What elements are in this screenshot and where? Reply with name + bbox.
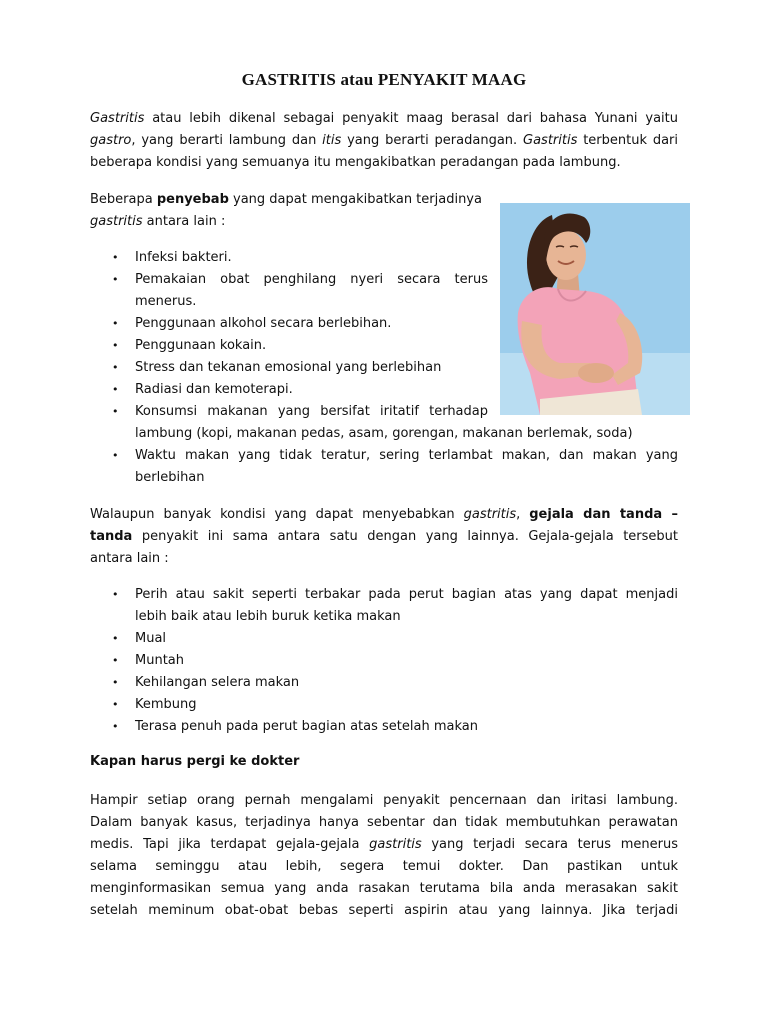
intro-text: atau lebih dikenal sebagai penyakit maag berasal dari bahasa Yunani yaitu [144, 111, 678, 126]
symptoms-list [90, 584, 678, 738]
doctor-text: yang terjadi secara terus menerus [421, 837, 678, 852]
title-rest: atau PENYAKIT MAAG [336, 70, 527, 89]
list-item-text: berlebihan [135, 470, 205, 485]
list-item [90, 445, 678, 489]
list-item [90, 650, 678, 672]
list-item [90, 716, 678, 738]
intro-text: , yang berarti lambung dan [131, 133, 323, 148]
intro-text: yang berarti peradangan. [341, 133, 523, 148]
list-item-text: • Penggunaan alkohol secara berlebihan. [135, 316, 392, 331]
symptoms-intro-text: Walaupun banyak kondisi yang dapat menyebabkan [90, 507, 464, 522]
symptoms-intro-line-2 [90, 526, 678, 548]
doctor-line: setelah meminum obat-obat bebas seperti aspirin atau yang lainnya. Jika terjadi [90, 903, 678, 918]
list-item-text: • Waktu makan yang tidak teratur, sering terlambat makan, dan makan yang [135, 448, 678, 463]
causes-intro-text: yang dapat mengakibatkan terjadinya [228, 192, 482, 207]
intro-line-1 [90, 108, 678, 130]
list-item [90, 694, 678, 716]
list-item-text: • Stress dan tekanan emosional yang berlebihan [135, 360, 442, 375]
list-item [90, 672, 678, 694]
list-item [90, 313, 488, 335]
term-gastritis: Gastritis [523, 133, 578, 148]
woman-stomach-pain-photo [500, 203, 690, 415]
list-item-text: • Radiasi dan kemoterapi. [135, 382, 293, 397]
term-itis: itis [322, 133, 342, 148]
causes-intro-line-2 [90, 211, 490, 233]
term-gastritis: gastritis [369, 837, 422, 852]
title-main: GASTRITIS [241, 70, 337, 89]
term-gastritis: Gastritis [90, 111, 145, 126]
doctor-paragraph [90, 790, 678, 922]
symptoms-intro-text: penyakit ini sama antara satu dengan yang lainnya. Gejala-gejala tersebut [132, 529, 678, 544]
list-item-text: • Penggunaan kokain. [135, 338, 267, 353]
keyword-penyebab: penyebab [156, 192, 229, 207]
intro-paragraph [90, 108, 678, 174]
doctor-text: medis. Tapi jika terdapat gejala-gejala [90, 837, 370, 852]
doctor-line: Dalam banyak kasus, terjadinya hanya sebentar dan tidak membutuhkan perawatan [90, 815, 678, 830]
list-item-text: • Kembung [135, 697, 197, 712]
list-item-text: • Kehilangan selera makan [135, 675, 300, 690]
doctor-line: selama seminggu atau lebih, segera temui dokter. Dan pastikan untuk [90, 859, 678, 874]
doctor-line: Hampir setiap orang pernah mengalami penyakit pencernaan dan iritasi lambung. [90, 793, 678, 808]
term-gastritis: gastritis [463, 507, 517, 522]
term-gastritis: gastritis [90, 214, 143, 229]
causes-list [90, 247, 633, 445]
symptoms-intro-line-3: antara lain : [90, 551, 169, 566]
list-item [90, 584, 678, 628]
symptoms-intro-line-1 [90, 504, 678, 526]
list-item-text: menerus. [135, 294, 197, 309]
list-item-text: • Muntah [135, 653, 184, 668]
document-title [0, 70, 768, 90]
causes-intro-text: antara lain : [142, 214, 226, 229]
list-item-text: • Mual [135, 631, 167, 646]
keyword-tanda: tanda [90, 529, 133, 544]
list-item-text: • Terasa penuh pada perut bagian atas setelah makan [135, 719, 478, 734]
list-item [90, 401, 633, 445]
causes-intro [90, 189, 490, 233]
section-heading-doctor: Kapan harus pergi ke dokter [90, 754, 300, 769]
list-item-text: lebih baik atau lebih buruk ketika makan [135, 609, 401, 624]
doctor-line [90, 834, 678, 856]
causes-intro-text: Beberapa [90, 192, 157, 207]
list-item [90, 379, 488, 401]
photo-illustration [500, 203, 690, 415]
symptoms-intro [90, 504, 678, 570]
keyword-gejala: gejala dan tanda – [529, 507, 679, 522]
list-item-text: lambung (kopi, makanan pedas, asam, gorengan, makanan berlemak, soda) [135, 426, 633, 441]
term-gastro: gastro [90, 133, 132, 148]
list-item [90, 357, 488, 379]
list-item [90, 269, 488, 313]
list-item [90, 628, 678, 650]
doctor-line: menginformasikan semua yang anda rasakan terutama bila anda merasakan sakit [90, 881, 678, 896]
causes-list-continued [90, 445, 678, 489]
intro-text: terbentuk dari [577, 133, 679, 148]
list-item [90, 335, 488, 357]
list-item [90, 247, 488, 269]
intro-line-2 [90, 130, 678, 152]
list-item-text: • Perih atau sakit seperti terbakar pada perut bagian atas yang dapat menjadi [135, 587, 678, 602]
list-item-text: • Konsumsi makanan yang bersifat iritatif terhadap [135, 404, 488, 419]
list-item-text: • Pemakaian obat penghilang nyeri secara terus [135, 272, 488, 287]
symptoms-intro-text: , [516, 507, 530, 522]
causes-intro-line-1 [90, 189, 490, 211]
list-item-text: • Infeksi bakteri. [135, 250, 232, 265]
intro-line-3: beberapa kondisi yang semuanya itu mengakibatkan peradangan pada lambung. [90, 155, 621, 170]
